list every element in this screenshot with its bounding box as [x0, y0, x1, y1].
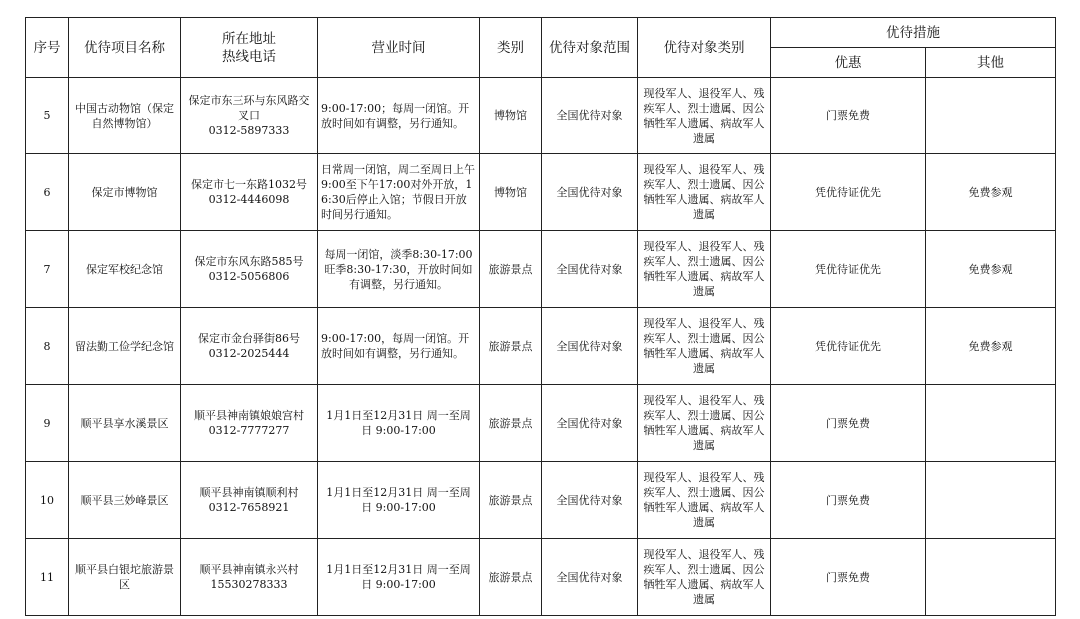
- cell-type: 旅游景点: [480, 231, 542, 308]
- cell-type: 旅游景点: [480, 462, 542, 539]
- cell-category: 现役军人、退役军人、残疾军人、烈士遗属、因公牺牲军人遗属、病故军人遗属: [638, 385, 771, 462]
- header-name: 优待项目名称: [69, 18, 181, 78]
- cell-scope: 全国优待对象: [542, 385, 638, 462]
- cell-discount: 门票免费: [771, 462, 926, 539]
- cell-category: 现役军人、退役军人、残疾军人、烈士遗属、因公牺牲军人遗属、病故军人遗属: [638, 308, 771, 385]
- header-address-line2: 热线电话: [222, 48, 276, 65]
- cell-address: [181, 308, 318, 385]
- header-discount: 优惠: [771, 48, 926, 78]
- cell-scope: 全国优待对象: [542, 78, 638, 154]
- cell-hours: 1月1日至12月31日 周一至周日 9:00-17:00: [318, 539, 480, 616]
- cell-discount: 门票免费: [771, 539, 926, 616]
- cell-name: 保定军校纪念馆: [69, 231, 181, 308]
- cell-other: 免费参观: [926, 308, 1056, 385]
- phone-text: 0312-4446098: [208, 193, 290, 206]
- phone-text: 15530278333: [210, 578, 288, 591]
- cell-type: 旅游景点: [480, 539, 542, 616]
- cell-other: [926, 539, 1056, 616]
- cell-hours: 日常周一闭馆，周二至周日上午9:00至下午17:00对外开放，16:30后停止入馆；节假日开放时间另行通知。: [318, 154, 480, 231]
- cell-seq: 9: [26, 385, 69, 462]
- cell-address: [181, 154, 318, 231]
- header-seq: 序号: [26, 18, 69, 78]
- table-row: [26, 385, 1056, 462]
- phone-text: 0312-5897333: [208, 124, 290, 137]
- header-address-line1: 所在地址: [222, 30, 276, 47]
- cell-hours: 1月1日至12月31日 周一至周日 9:00-17:00: [318, 385, 480, 462]
- cell-discount: 凭优待证优先: [771, 154, 926, 231]
- cell-address: [181, 462, 318, 539]
- cell-address: [181, 385, 318, 462]
- cell-category: 现役军人、退役军人、残疾军人、烈士遗属、因公牺牲军人遗属、病故军人遗属: [638, 539, 771, 616]
- address-text: 保定市金台驿街86号: [198, 332, 300, 345]
- address-text: 顺平县神南镇娘娘宫村: [194, 409, 304, 422]
- cell-name: 留法勤工俭学纪念馆: [69, 308, 181, 385]
- table-row: [26, 462, 1056, 539]
- cell-seq: 11: [26, 539, 69, 616]
- cell-discount: 凭优待证优先: [771, 231, 926, 308]
- cell-seq: 5: [26, 78, 69, 154]
- header-address: [181, 18, 318, 78]
- cell-hours: 每周一闭馆，淡季8:30-17:00旺季8:30-17:30，开放时间如有调整，另行通知。: [318, 231, 480, 308]
- table-row: [26, 308, 1056, 385]
- cell-hours: 1月1日至12月31日 周一至周日 9:00-17:00: [318, 462, 480, 539]
- cell-name: 中国古动物馆（保定自然博物馆）: [69, 78, 181, 154]
- cell-hours: 9:00-17:00，每周一闭馆。开放时间如有调整，另行通知。: [318, 308, 480, 385]
- cell-address: [181, 231, 318, 308]
- address-text: 顺平县神南镇顺利村: [199, 486, 299, 499]
- cell-seq: 8: [26, 308, 69, 385]
- table-header: [26, 18, 1056, 78]
- cell-seq: 6: [26, 154, 69, 231]
- cell-type: 博物馆: [480, 154, 542, 231]
- cell-type: 博物馆: [480, 78, 542, 154]
- cell-scope: 全国优待对象: [542, 231, 638, 308]
- cell-category: 现役军人、退役军人、残疾军人、烈士遗属、因公牺牲军人遗属、病故军人遗属: [638, 231, 771, 308]
- address-text: 保定市东风东路585号: [194, 255, 304, 268]
- header-type: 类别: [480, 18, 542, 78]
- address-text: 保定市七一东路1032号: [191, 178, 307, 191]
- phone-text: 0312-2025444: [208, 347, 290, 360]
- cell-address: [181, 78, 318, 154]
- preferential-treatment-table: [25, 17, 1056, 616]
- header-measures: 优待措施: [771, 18, 1056, 48]
- cell-name: 保定市博物馆: [69, 154, 181, 231]
- cell-scope: 全国优待对象: [542, 154, 638, 231]
- header-other: 其他: [926, 48, 1056, 78]
- table-row: [26, 154, 1056, 231]
- table-row: [26, 78, 1056, 154]
- cell-discount: 门票免费: [771, 78, 926, 154]
- cell-seq: 10: [26, 462, 69, 539]
- cell-name: 顺平县白银坨旅游景区: [69, 539, 181, 616]
- cell-other: [926, 385, 1056, 462]
- cell-name: 顺平县三妙峰景区: [69, 462, 181, 539]
- table-row: [26, 231, 1056, 308]
- cell-category: 现役军人、退役军人、残疾军人、烈士遗属、因公牺牲军人遗属、病故军人遗属: [638, 154, 771, 231]
- cell-address: [181, 539, 318, 616]
- cell-name: 顺平县享水溪景区: [69, 385, 181, 462]
- cell-other: 免费参观: [926, 154, 1056, 231]
- header-scope: 优待对象范围: [542, 18, 638, 78]
- cell-scope: 全国优待对象: [542, 308, 638, 385]
- address-text: 顺平县神南镇永兴村: [199, 563, 299, 576]
- cell-hours: 9:00-17:00；每周一闭馆。开放时间如有调整，另行通知。: [318, 78, 480, 154]
- cell-discount: 凭优待证优先: [771, 308, 926, 385]
- cell-other: [926, 78, 1056, 154]
- cell-discount: 门票免费: [771, 385, 926, 462]
- cell-scope: 全国优待对象: [542, 539, 638, 616]
- table-row: [26, 539, 1056, 616]
- cell-type: 旅游景点: [480, 308, 542, 385]
- header-category: 优待对象类别: [638, 18, 771, 78]
- cell-type: 旅游景点: [480, 385, 542, 462]
- header-hours: 营业时间: [318, 18, 480, 78]
- cell-scope: 全国优待对象: [542, 462, 638, 539]
- cell-category: 现役军人、退役军人、残疾军人、烈士遗属、因公牺牲军人遗属、病故军人遗属: [638, 78, 771, 154]
- phone-text: 0312-7777277: [208, 424, 290, 437]
- cell-category: 现役军人、退役军人、残疾军人、烈士遗属、因公牺牲军人遗属、病故军人遗属: [638, 462, 771, 539]
- cell-other: [926, 462, 1056, 539]
- cell-seq: 7: [26, 231, 69, 308]
- cell-other: 免费参观: [926, 231, 1056, 308]
- phone-text: 0312-7658921: [208, 501, 290, 514]
- table-body: [26, 78, 1056, 616]
- address-text: 保定市东三环与东风路交叉口: [188, 94, 310, 122]
- phone-text: 0312-5056806: [208, 270, 290, 283]
